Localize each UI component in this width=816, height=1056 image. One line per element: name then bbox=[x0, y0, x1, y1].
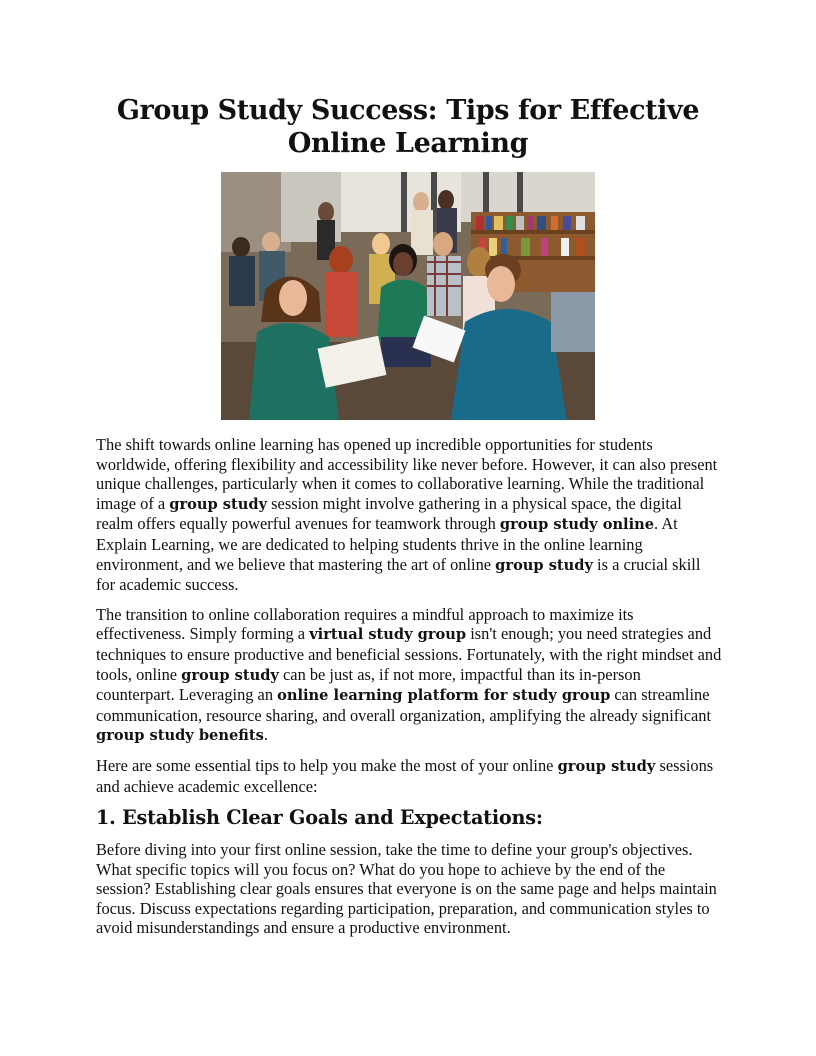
photo-illustration bbox=[221, 172, 595, 420]
text-run: isn't enough; you need strategies and techniques to ensure productive and beneficial sessions. Fortunately, with the right mindset and tools, online bbox=[96, 624, 722, 684]
text-run: sessions and achieve academic excellence: bbox=[96, 755, 714, 796]
text-run: can be just as, if not more, impactful than its in-person counterpart. Leveraging an bbox=[96, 664, 641, 705]
text-run: is a crucial skill for academic success. bbox=[96, 554, 701, 595]
students-group-study-photo bbox=[221, 172, 595, 420]
section-heading: 1. Establish Clear Goals and Expectations: bbox=[96, 806, 543, 830]
transition-paragraph bbox=[96, 605, 722, 746]
article-body bbox=[96, 435, 722, 948]
section-paragraph: Before diving into your first online session, take the time to define your group's objectives. What specific topics will you focus on? What do you hope to achieve by the end of the session? Establishing clear goals ensures that everyone is on the same page and helps maintain focus. Discuss expectations regarding participation, preparation, and communication styles to avoid misunderstandings and ensure a productive environment. bbox=[96, 840, 717, 938]
bold-keyword: group study online bbox=[499, 516, 655, 534]
bold-keyword: online learning platform for study group bbox=[277, 687, 611, 705]
bold-keyword: group study benefits bbox=[96, 727, 264, 745]
text-run: The transition to online collaboration requires a mindful approach to maximize its effectiveness. Simply forming a bbox=[96, 604, 634, 644]
intro-paragraph bbox=[96, 435, 722, 595]
text-run: . bbox=[263, 725, 268, 745]
page-title: Group Study Success: Tips for Effective Online Learning bbox=[116, 95, 700, 159]
bold-keyword: group study bbox=[169, 495, 268, 513]
bold-keyword: virtual study group bbox=[309, 626, 467, 644]
text-run: session might involve gathering in a physical space, the digital realm offers equally powerful avenues for teamwork through bbox=[96, 493, 682, 534]
text-run: The shift towards online learning has opened up incredible opportunities for students worldwide, offering flexibility and accessibility like never before. However, it can also present unique challenges, particularly when it comes to collaborative learning. While the traditional image of a bbox=[96, 435, 718, 513]
text-run: Here are some essential tips to help you make the most of your online bbox=[96, 755, 558, 775]
bold-keyword: group study bbox=[495, 556, 593, 574]
text-run: . At Explain Learning, we are dedicated to helping students thrive in the online learning environment, and we believe that mastering the art of online bbox=[96, 514, 678, 574]
text-run: can streamline communication, resource sharing, and overall organization, amplifying the already significant bbox=[96, 685, 712, 725]
bold-keyword: group study bbox=[557, 757, 656, 775]
tips-intro-paragraph bbox=[96, 756, 722, 796]
bold-keyword: group study bbox=[181, 666, 279, 684]
